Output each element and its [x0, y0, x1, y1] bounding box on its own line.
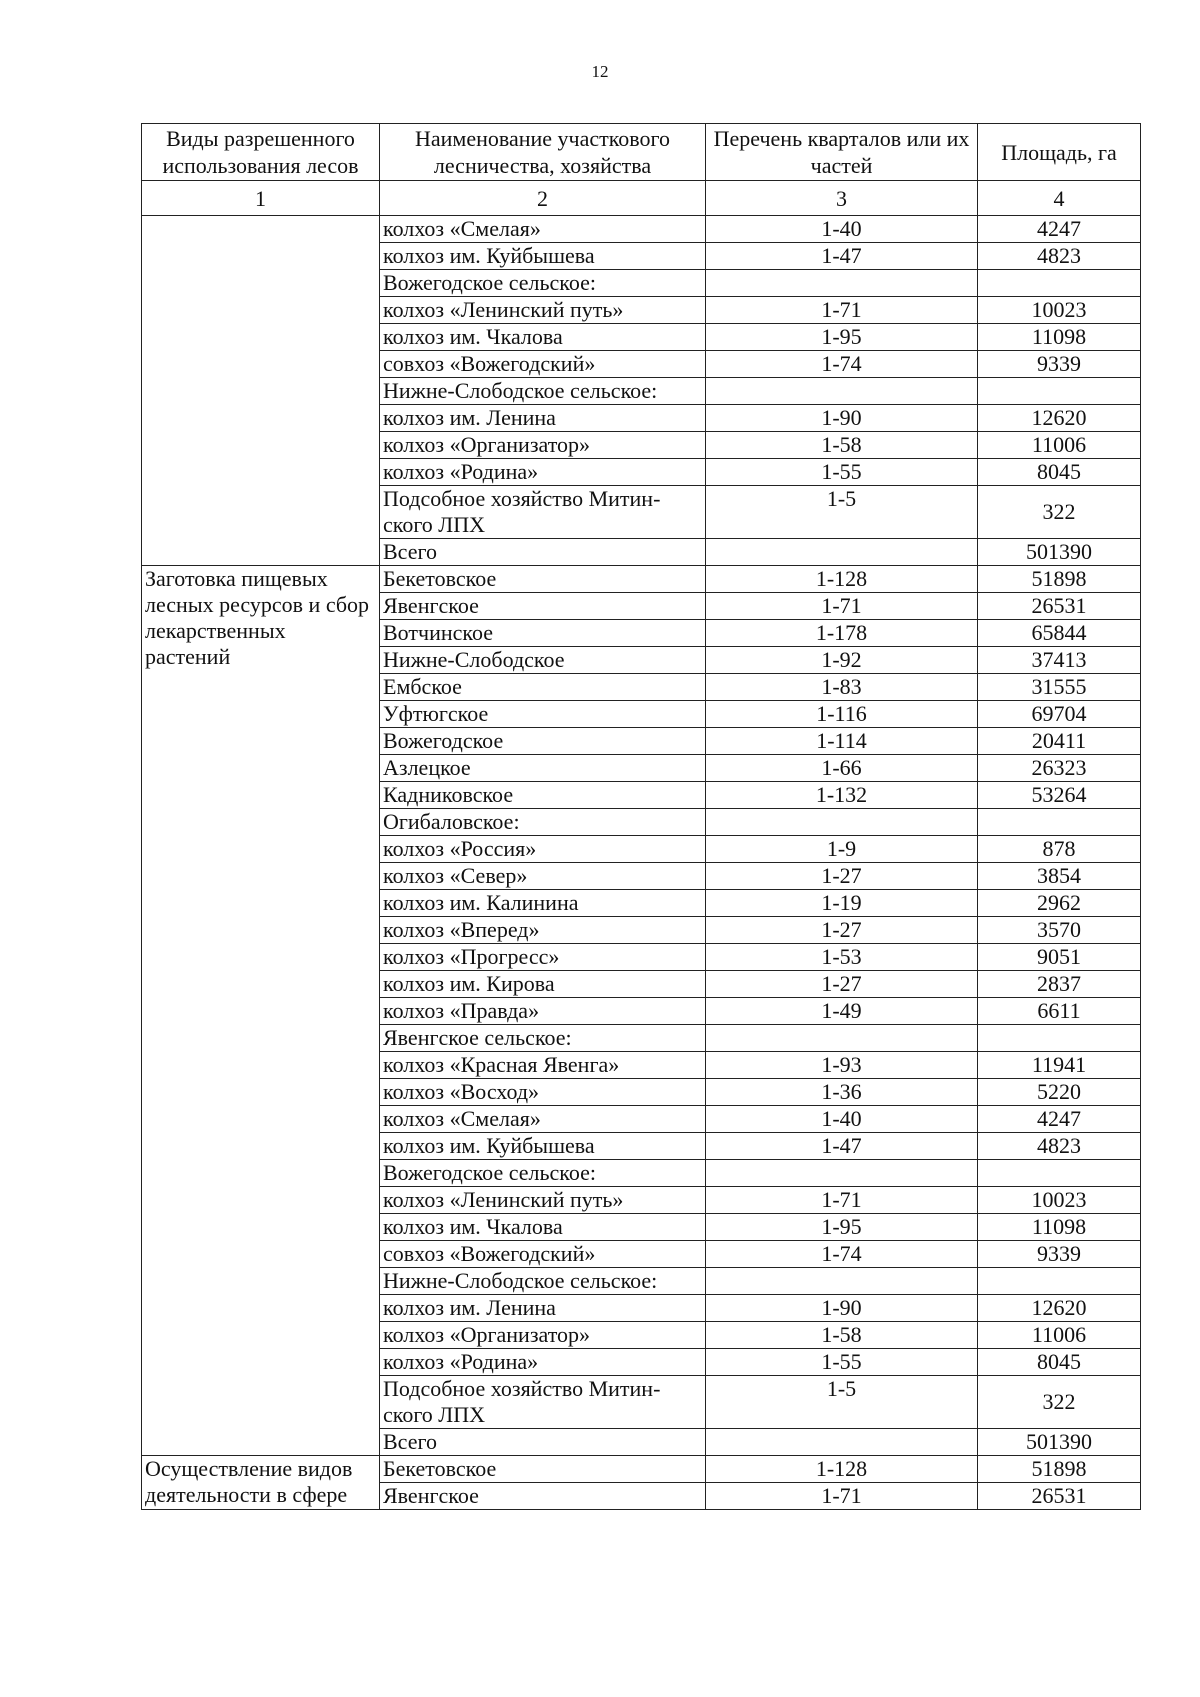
- quarters-cell: 1-74: [706, 351, 978, 378]
- area-cell: 3570: [978, 917, 1141, 944]
- area-cell: 31555: [978, 674, 1141, 701]
- forestry-name-cell: Бекетовское: [380, 1456, 706, 1483]
- forestry-name-cell: колхоз им. Куйбышева: [380, 1133, 706, 1160]
- forestry-name-cell: Всего: [380, 539, 706, 566]
- area-cell: 322: [978, 1376, 1141, 1429]
- forestry-name-cell: колхоз «Россия»: [380, 836, 706, 863]
- forestry-name-cell: Нижне-Слободское сельское:: [380, 378, 706, 405]
- quarters-cell: 1-178: [706, 620, 978, 647]
- quarters-cell: 1-53: [706, 944, 978, 971]
- header-number-row: [142, 181, 1141, 216]
- forest-use-table: [141, 123, 1141, 1510]
- area-cell: 2962: [978, 890, 1141, 917]
- forestry-name-cell: Нижне-Слободское сельское:: [380, 1268, 706, 1295]
- quarters-cell: 1-47: [706, 243, 978, 270]
- forestry-name-cell: колхоз им. Чкалова: [380, 1214, 706, 1241]
- header-quarters: Перечень кварталов или их частей: [706, 124, 978, 181]
- area-cell: 26531: [978, 1483, 1141, 1510]
- quarters-cell: 1-92: [706, 647, 978, 674]
- quarters-cell: 1-47: [706, 1133, 978, 1160]
- header-number-4: 4: [978, 181, 1141, 216]
- area-cell: 322: [978, 486, 1141, 539]
- area-cell: 37413: [978, 647, 1141, 674]
- header-row: [142, 124, 1141, 181]
- area-cell: [978, 270, 1141, 297]
- quarters-cell: 1-93: [706, 1052, 978, 1079]
- quarters-cell: 1-90: [706, 1295, 978, 1322]
- area-cell: [978, 1160, 1141, 1187]
- area-cell: 4247: [978, 1106, 1141, 1133]
- forestry-name-cell: Подсобное хозяйство Митин-ского ЛПХ: [380, 1376, 706, 1429]
- area-cell: 4823: [978, 1133, 1141, 1160]
- forestry-name-cell: колхоз им. Калинина: [380, 890, 706, 917]
- area-cell: 11941: [978, 1052, 1141, 1079]
- quarters-cell: 1-55: [706, 1349, 978, 1376]
- forestry-name-cell: Вожегодское сельское:: [380, 270, 706, 297]
- area-cell: 5220: [978, 1079, 1141, 1106]
- area-cell: 6611: [978, 998, 1141, 1025]
- area-cell: 12620: [978, 405, 1141, 432]
- quarters-cell: 1-5: [706, 486, 978, 539]
- quarters-cell: [706, 539, 978, 566]
- quarters-cell: 1-58: [706, 1322, 978, 1349]
- area-cell: 4247: [978, 216, 1141, 243]
- quarters-cell: 1-36: [706, 1079, 978, 1106]
- area-cell: 3854: [978, 863, 1141, 890]
- quarters-cell: 1-66: [706, 755, 978, 782]
- quarters-cell: 1-27: [706, 863, 978, 890]
- forestry-name-cell: колхоз «Север»: [380, 863, 706, 890]
- area-cell: 11098: [978, 1214, 1141, 1241]
- quarters-cell: 1-5: [706, 1376, 978, 1429]
- quarters-cell: 1-90: [706, 405, 978, 432]
- forestry-name-cell: Огибаловское:: [380, 809, 706, 836]
- quarters-cell: 1-74: [706, 1241, 978, 1268]
- forestry-name-cell: колхоз «Правда»: [380, 998, 706, 1025]
- quarters-cell: 1-128: [706, 566, 978, 593]
- table-row: [142, 1456, 1141, 1483]
- use-kind-cell: Осуществление видов деятельности в сфере: [142, 1456, 380, 1510]
- quarters-cell: 1-71: [706, 1483, 978, 1510]
- forestry-name-cell: колхоз «Смелая»: [380, 216, 706, 243]
- forestry-name-cell: колхоз «Организатор»: [380, 432, 706, 459]
- header-number-3: 3: [706, 181, 978, 216]
- quarters-cell: 1-71: [706, 593, 978, 620]
- quarters-cell: [706, 270, 978, 297]
- page-number: 12: [591, 62, 609, 81]
- forestry-name-cell: совхоз «Вожегодский»: [380, 1241, 706, 1268]
- quarters-cell: 1-114: [706, 728, 978, 755]
- quarters-cell: 1-132: [706, 782, 978, 809]
- header-number-2: 2: [380, 181, 706, 216]
- area-cell: [978, 809, 1141, 836]
- forestry-name-cell: колхоз «Организатор»: [380, 1322, 706, 1349]
- area-cell: 8045: [978, 459, 1141, 486]
- forestry-name-cell: колхоз им. Куйбышева: [380, 243, 706, 270]
- area-cell: 4823: [978, 243, 1141, 270]
- quarters-cell: 1-9: [706, 836, 978, 863]
- forestry-name-cell: Азлецкое: [380, 755, 706, 782]
- quarters-cell: [706, 1160, 978, 1187]
- area-cell: 8045: [978, 1349, 1141, 1376]
- area-cell: 9339: [978, 351, 1141, 378]
- header-use-kind: Виды разрешенного использования лесов: [142, 124, 380, 181]
- area-cell: 9051: [978, 944, 1141, 971]
- area-cell: 20411: [978, 728, 1141, 755]
- area-cell: [978, 378, 1141, 405]
- forestry-name-cell: Явенгское: [380, 593, 706, 620]
- area-cell: 11006: [978, 1322, 1141, 1349]
- forestry-name-cell: Всего: [380, 1429, 706, 1456]
- area-cell: 501390: [978, 1429, 1141, 1456]
- area-cell: 53264: [978, 782, 1141, 809]
- quarters-cell: [706, 1268, 978, 1295]
- area-cell: 878: [978, 836, 1141, 863]
- area-cell: 26323: [978, 755, 1141, 782]
- forestry-name-cell: Вотчинское: [380, 620, 706, 647]
- forestry-name-cell: Подсобное хозяйство Митин-ского ЛПХ: [380, 486, 706, 539]
- quarters-cell: 1-116: [706, 701, 978, 728]
- quarters-cell: 1-95: [706, 324, 978, 351]
- forestry-name-cell: Нижне-Слободское: [380, 647, 706, 674]
- forestry-name-cell: колхоз «Родина»: [380, 459, 706, 486]
- forestry-name-cell: Явенгское: [380, 1483, 706, 1510]
- header-forestry-name: Наименование участкового лесничества, хозяйства: [380, 124, 706, 181]
- area-cell: 65844: [978, 620, 1141, 647]
- forestry-name-cell: колхоз «Прогресс»: [380, 944, 706, 971]
- quarters-cell: 1-27: [706, 917, 978, 944]
- area-cell: 2837: [978, 971, 1141, 998]
- area-cell: 69704: [978, 701, 1141, 728]
- table-header: [142, 124, 1141, 216]
- forestry-name-cell: колхоз «Ленинский путь»: [380, 1187, 706, 1214]
- forestry-name-cell: Вожегодское: [380, 728, 706, 755]
- forestry-name-cell: Бекетовское: [380, 566, 706, 593]
- quarters-cell: 1-40: [706, 216, 978, 243]
- quarters-cell: [706, 378, 978, 405]
- area-cell: 51898: [978, 566, 1141, 593]
- forestry-name-cell: колхоз «Ленинский путь»: [380, 297, 706, 324]
- area-cell: 11006: [978, 432, 1141, 459]
- quarters-cell: 1-128: [706, 1456, 978, 1483]
- use-kind-cell: [142, 216, 380, 566]
- forestry-name-cell: совхоз «Вожегодский»: [380, 351, 706, 378]
- quarters-cell: 1-49: [706, 998, 978, 1025]
- header-number-1: 1: [142, 181, 380, 216]
- area-cell: 10023: [978, 297, 1141, 324]
- table-body: [142, 216, 1141, 1510]
- forestry-name-cell: колхоз «Родина»: [380, 1349, 706, 1376]
- quarters-cell: 1-19: [706, 890, 978, 917]
- table-row: [142, 566, 1141, 593]
- forestry-name-cell: колхоз «Смелая»: [380, 1106, 706, 1133]
- header-area: Площадь, га: [978, 124, 1141, 181]
- forestry-name-cell: Уфтюгское: [380, 701, 706, 728]
- forestry-name-cell: Явенгское сельское:: [380, 1025, 706, 1052]
- use-kind-cell: Заготовка пищевых лесных ресурсов и сбор лекарственных растений: [142, 566, 380, 1456]
- area-cell: [978, 1268, 1141, 1295]
- area-cell: 11098: [978, 324, 1141, 351]
- quarters-cell: 1-95: [706, 1214, 978, 1241]
- quarters-cell: 1-71: [706, 1187, 978, 1214]
- quarters-cell: 1-55: [706, 459, 978, 486]
- quarters-cell: 1-71: [706, 297, 978, 324]
- forestry-name-cell: колхоз им. Чкалова: [380, 324, 706, 351]
- area-cell: 51898: [978, 1456, 1141, 1483]
- forestry-name-cell: колхоз им. Ленина: [380, 1295, 706, 1322]
- quarters-cell: [706, 809, 978, 836]
- forestry-name-cell: Кадниковское: [380, 782, 706, 809]
- forestry-name-cell: колхоз «Вперед»: [380, 917, 706, 944]
- area-cell: 9339: [978, 1241, 1141, 1268]
- forestry-name-cell: колхоз «Восход»: [380, 1079, 706, 1106]
- forestry-name-cell: колхоз им. Ленина: [380, 405, 706, 432]
- table-row: [142, 216, 1141, 243]
- quarters-cell: 1-40: [706, 1106, 978, 1133]
- quarters-cell: 1-27: [706, 971, 978, 998]
- quarters-cell: 1-58: [706, 432, 978, 459]
- forestry-name-cell: колхоз им. Кирова: [380, 971, 706, 998]
- forestry-name-cell: Ембское: [380, 674, 706, 701]
- area-cell: 12620: [978, 1295, 1141, 1322]
- quarters-cell: 1-83: [706, 674, 978, 701]
- forestry-name-cell: колхоз «Красная Явенга»: [380, 1052, 706, 1079]
- forestry-name-cell: Вожегодское сельское:: [380, 1160, 706, 1187]
- area-cell: 10023: [978, 1187, 1141, 1214]
- area-cell: [978, 1025, 1141, 1052]
- area-cell: 501390: [978, 539, 1141, 566]
- quarters-cell: [706, 1429, 978, 1456]
- quarters-cell: [706, 1025, 978, 1052]
- area-cell: 26531: [978, 593, 1141, 620]
